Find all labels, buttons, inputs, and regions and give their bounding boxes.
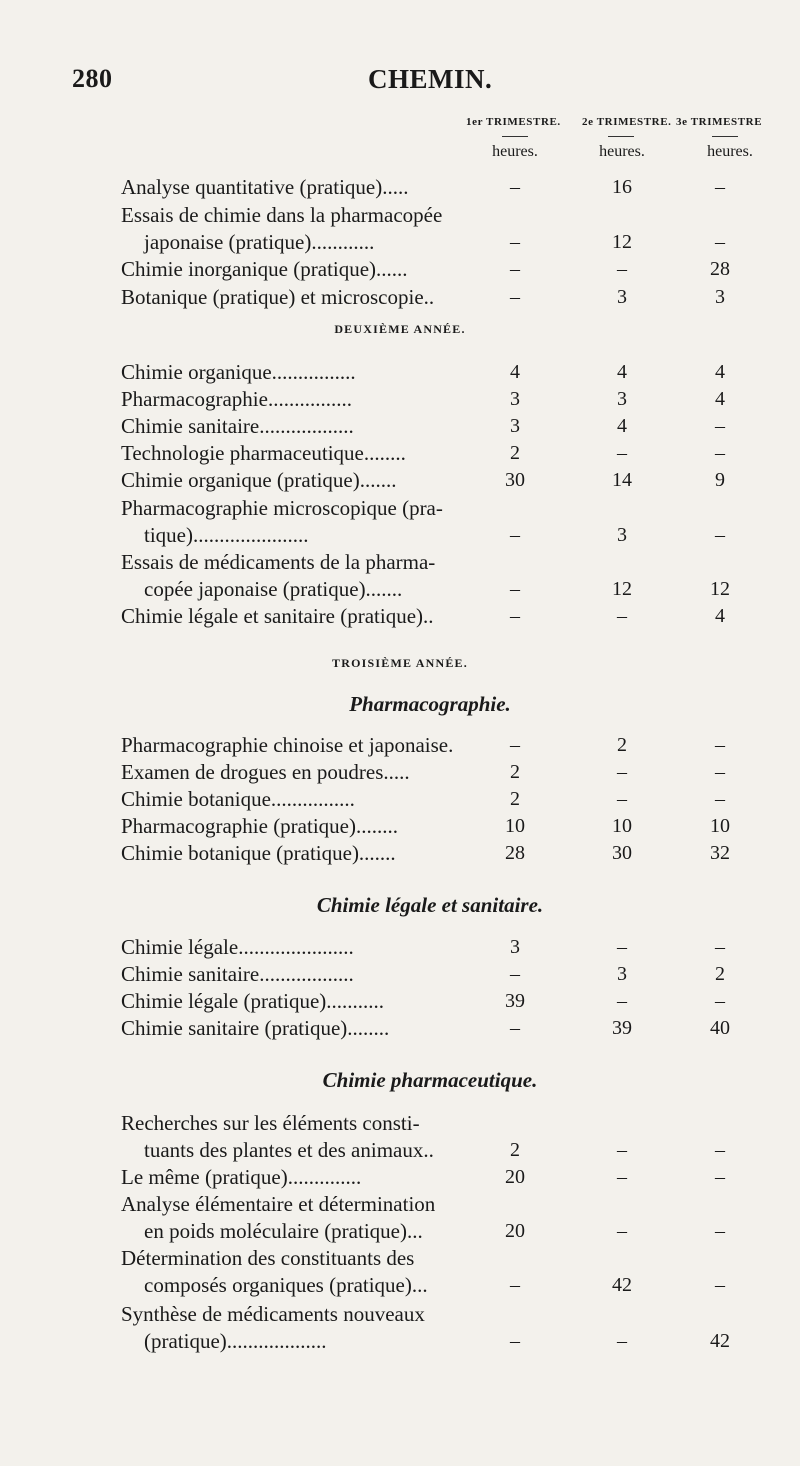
subsection-title: Chimie légale et sanitaire. (316, 893, 544, 917)
hours-trimester-3: 3 (715, 286, 725, 308)
hours-trimester-3: 42 (710, 1330, 730, 1352)
hours-trimester-1: 39 (505, 990, 525, 1012)
hours-trimester-1: 20 (505, 1166, 525, 1188)
hours-trimester-2: – (617, 1139, 627, 1161)
hours-trimester-3: – (715, 734, 725, 756)
table-row (0, 1245, 800, 1297)
table-row (0, 1015, 800, 1043)
hours-trimester-2: – (617, 605, 627, 627)
hours-trimester-1: 4 (510, 361, 520, 383)
hours-trimester-3: – (715, 231, 725, 253)
hours-trimester-2: 4 (617, 361, 627, 383)
hours-trimester-1: 30 (505, 469, 525, 491)
hours-trimester-2: 3 (617, 963, 627, 985)
hours-trimester-1: – (510, 605, 520, 627)
hours-trimester-3: – (715, 176, 725, 198)
hours-trimester-2: – (617, 990, 627, 1012)
table-row (0, 549, 800, 601)
hours-trimester-3: – (715, 936, 725, 958)
hours-trimester-1: – (510, 963, 520, 985)
hours-trimester-2: – (617, 936, 627, 958)
table-row (0, 440, 800, 468)
table-row (0, 413, 800, 441)
row-label: Essais de médicaments de la pharma- (121, 550, 436, 574)
table-row (0, 813, 800, 841)
hours-trimester-3: 12 (710, 578, 730, 600)
row-label: Détermination des constituants des (121, 1246, 415, 1270)
row-label: Pharmacographie chinoise et japonaise. (121, 733, 454, 757)
table-row (0, 786, 800, 814)
row-label: Chimie légale et sanitaire (pratique).. (121, 604, 434, 628)
hours-trimester-2: 12 (612, 578, 632, 600)
table-row (0, 1110, 800, 1162)
hours-trimester-3: – (715, 990, 725, 1012)
column-head-2: 2e TRIMESTRE. (582, 116, 672, 128)
hours-trimester-1: – (510, 1274, 520, 1296)
hours-trimester-2: 2 (617, 734, 627, 756)
table-row (0, 202, 800, 254)
hours-trimester-1: 3 (510, 936, 520, 958)
subsection-title: Chimie pharmaceutique. (322, 1068, 538, 1092)
hours-trimester-3: – (715, 524, 725, 546)
table-row (0, 284, 800, 312)
hours-trimester-2: – (617, 788, 627, 810)
table-row (0, 603, 800, 631)
column-rule-1 (502, 136, 528, 137)
hours-trimester-2: – (617, 761, 627, 783)
hours-trimester-1: 2 (510, 442, 520, 464)
hours-trimester-1: – (510, 176, 520, 198)
row-label: composés organiques (pratique)... (144, 1273, 428, 1297)
hours-trimester-1: – (510, 286, 520, 308)
table-row (0, 1301, 800, 1353)
row-label: Chimie sanitaire.................. (121, 414, 354, 438)
hours-trimester-2: 4 (617, 415, 627, 437)
row-label: Chimie organique................ (121, 360, 356, 384)
hours-trimester-1: 3 (510, 415, 520, 437)
table-row (0, 1164, 800, 1192)
hours-trimester-2: – (617, 1330, 627, 1352)
table-row (0, 467, 800, 495)
table-row (0, 256, 800, 284)
hours-trimester-3: 40 (710, 1017, 730, 1039)
hours-trimester-1: – (510, 1330, 520, 1352)
row-label: (pratique)................... (144, 1329, 327, 1353)
column-rule-2 (608, 136, 634, 137)
row-label: japonaise (pratique)............ (144, 230, 375, 254)
running-head: CHEMIN. (368, 64, 493, 94)
hours-trimester-3: – (715, 1274, 725, 1296)
hours-trimester-2: 3 (617, 286, 627, 308)
row-label: Le même (pratique).............. (121, 1165, 362, 1189)
table-row (0, 386, 800, 414)
hours-trimester-2: – (617, 442, 627, 464)
hours-trimester-2: 42 (612, 1274, 632, 1296)
section-title-year-2: DEUXIÈME ANNÉE. (334, 322, 466, 336)
hours-trimester-1: 10 (505, 815, 525, 837)
hours-trimester-3: 4 (715, 605, 725, 627)
row-label: Pharmacographie (pratique)........ (121, 814, 398, 838)
table-row (0, 1191, 800, 1243)
hours-trimester-2: 3 (617, 524, 627, 546)
hours-trimester-3: – (715, 1166, 725, 1188)
table-row (0, 495, 800, 547)
hours-trimester-3: – (715, 1220, 725, 1242)
table-row (0, 934, 800, 962)
hours-trimester-3: 9 (715, 469, 725, 491)
column-rule-3 (712, 136, 738, 137)
row-label: Analyse quantitative (pratique)..... (121, 175, 409, 199)
row-label: Chimie sanitaire.................. (121, 962, 354, 986)
hours-trimester-1: 2 (510, 761, 520, 783)
row-label: Analyse élémentaire et détermination (121, 1192, 436, 1216)
row-label: Chimie sanitaire (pratique)........ (121, 1016, 390, 1040)
hours-trimester-3: 2 (715, 963, 725, 985)
hours-trimester-1: – (510, 258, 520, 280)
hours-trimester-1: – (510, 578, 520, 600)
hours-trimester-3: – (715, 1139, 725, 1161)
subsection-title: Pharmacographie. (349, 692, 511, 716)
hours-trimester-1: – (510, 1017, 520, 1039)
hours-trimester-2: 14 (612, 469, 632, 491)
section-title-year-3: TROISIÈME ANNÉE. (332, 656, 468, 670)
hours-trimester-2: 3 (617, 388, 627, 410)
hours-trimester-3: 4 (715, 361, 725, 383)
column-head-1: 1er TRIMESTRE. (466, 116, 561, 128)
row-label: Botanique (pratique) et microscopie.. (121, 285, 435, 309)
row-label: Pharmacographie................ (121, 387, 352, 411)
table-row (0, 174, 800, 202)
table-row (0, 732, 800, 760)
row-label: Synthèse de médicaments nouveaux (121, 1302, 425, 1326)
table-row (0, 359, 800, 387)
table-row (0, 988, 800, 1016)
row-label: Chimie légale (pratique)........... (121, 989, 385, 1013)
row-label: en poids moléculaire (pratique)... (144, 1219, 423, 1243)
hours-trimester-2: – (617, 1220, 627, 1242)
hours-trimester-1: – (510, 231, 520, 253)
row-label: Pharmacographie microscopique (pra- (121, 496, 443, 520)
column-unit-3: heures. (707, 143, 753, 160)
row-label: Chimie inorganique (pratique)...... (121, 257, 408, 281)
row-label: Technologie pharmaceutique........ (121, 441, 406, 465)
row-label: Chimie organique (pratique)....... (121, 468, 397, 492)
hours-trimester-2: 39 (612, 1017, 632, 1039)
hours-trimester-2: 10 (612, 815, 632, 837)
row-label: Essais de chimie dans la pharmacopée (121, 203, 443, 227)
hours-trimester-2: – (617, 1166, 627, 1188)
table-row (0, 840, 800, 868)
hours-trimester-1: 20 (505, 1220, 525, 1242)
hours-trimester-2: 16 (612, 176, 632, 198)
row-label: Chimie légale...................... (121, 935, 354, 959)
column-head-3: 3e TRIMESTRE (676, 116, 763, 128)
hours-trimester-1: 2 (510, 1139, 520, 1161)
row-label: tuants des plantes et des animaux.. (144, 1138, 434, 1162)
row-label: Examen de drogues en poudres..... (121, 760, 410, 784)
column-unit-1: heures. (492, 143, 538, 160)
hours-trimester-3: – (715, 415, 725, 437)
hours-trimester-1: 2 (510, 788, 520, 810)
table-row (0, 759, 800, 787)
hours-trimester-3: 4 (715, 388, 725, 410)
hours-trimester-1: – (510, 524, 520, 546)
hours-trimester-2: – (617, 258, 627, 280)
hours-trimester-1: – (510, 734, 520, 756)
hours-trimester-3: 32 (710, 842, 730, 864)
row-label: Recherches sur les éléments consti- (121, 1111, 420, 1135)
hours-trimester-1: 28 (505, 842, 525, 864)
row-label: Chimie botanique (pratique)....... (121, 841, 396, 865)
hours-trimester-3: – (715, 442, 725, 464)
hours-trimester-2: 12 (612, 231, 632, 253)
hours-trimester-2: 30 (612, 842, 632, 864)
row-label: tique)...................... (144, 523, 309, 547)
table-row (0, 961, 800, 989)
row-label: Chimie botanique................ (121, 787, 355, 811)
hours-trimester-3: – (715, 761, 725, 783)
row-label: copée japonaise (pratique)....... (144, 577, 403, 601)
hours-trimester-3: 28 (710, 258, 730, 280)
hours-trimester-1: 3 (510, 388, 520, 410)
hours-trimester-3: 10 (710, 815, 730, 837)
hours-trimester-3: – (715, 788, 725, 810)
page-number: 280 (72, 64, 113, 93)
column-unit-2: heures. (599, 143, 645, 160)
